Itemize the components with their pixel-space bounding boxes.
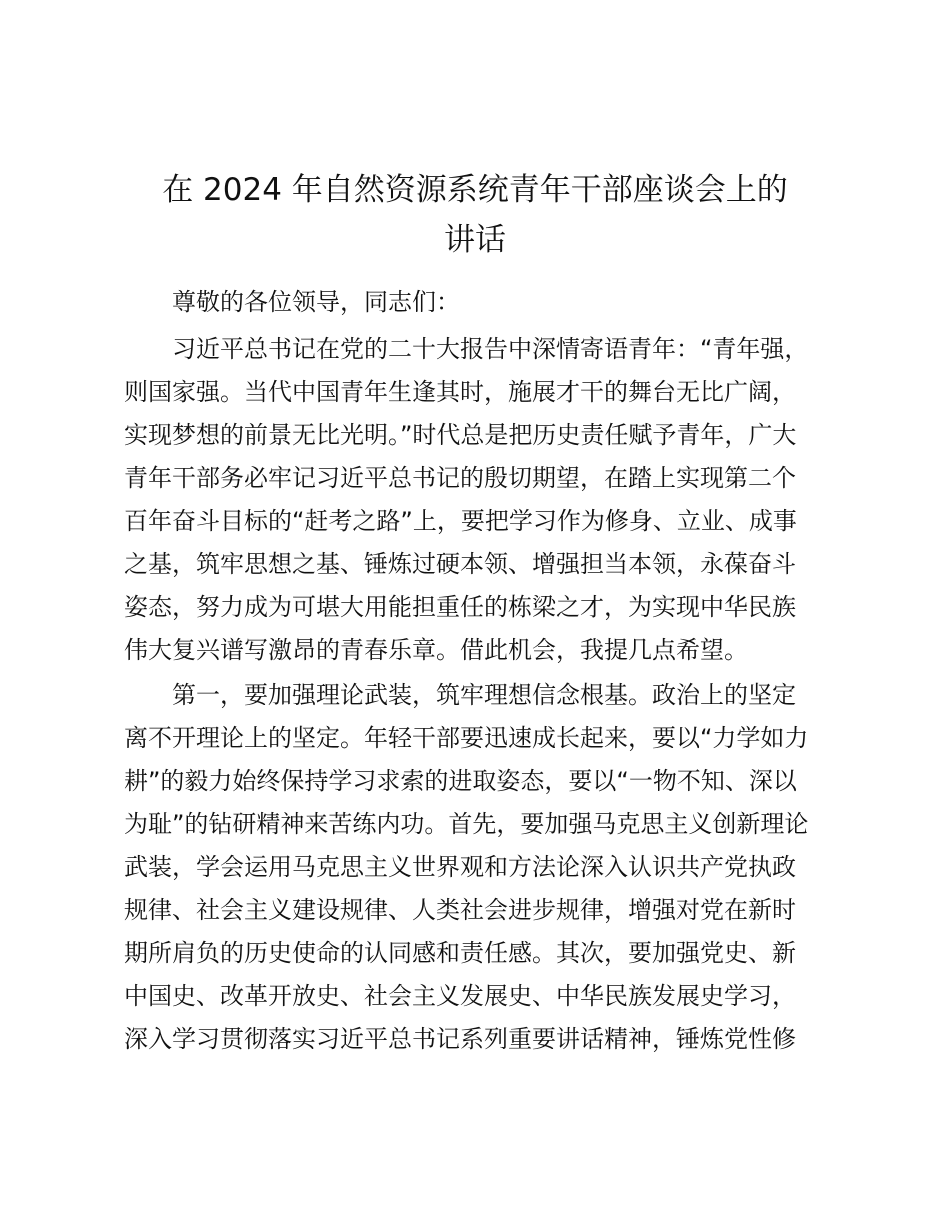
body-line: 武装，学会运用马克思主义世界观和方法论深入认识共产党执政 <box>124 853 796 881</box>
body-line: 深入学习贯彻落实习近平总书记系列重要讲话精神，锤炼党性修 <box>124 1025 796 1053</box>
body-line: 百年奋斗目标的“赶考之路”上，要把学习作为修身、立业、成事 <box>124 507 797 535</box>
body-line: 耕”的毅力始终保持学习求索的进取姿态，要以“一物不知、深以 <box>124 767 797 795</box>
body-line: 实现梦想的前景无比光明。”时代总是把历史责任赋予青年，广大 <box>124 421 797 449</box>
body-line: 规律、社会主义建设规律、人类社会进步规律，增强对党在新时 <box>124 896 796 924</box>
body-line: 之基，筑牢思想之基、锤炼过硬本领、增强担当本领，永葆奋斗 <box>124 550 796 578</box>
body-line: 伟大复兴谱写激昂的青春乐章。借此机会，我提几点希望。 <box>124 636 748 664</box>
body-line: 姿态，努力成为可堪大用能担重任的栋梁之才，为实现中华民族 <box>124 593 796 621</box>
body-line: 青年干部务必牢记习近平总书记的殷切期望，在踏上实现第二个 <box>124 464 796 492</box>
body-line: 中国史、改革开放史、社会主义发展史、中华民族发展史学习， <box>124 982 796 1010</box>
document-title-line-2: 讲话 <box>444 222 506 258</box>
body-line: 则国家强。当代中国青年生逢其时，施展才干的舞台无比广阔， <box>124 378 796 406</box>
body-line: 为耻”的钻研精神来苦练内功。首先，要加强马克思主义创新理论 <box>124 810 809 838</box>
body-line: 第一，要加强理论武装，筑牢理想信念根基。政治上的坚定 <box>172 681 796 709</box>
body-line: 习近平总书记在党的二十大报告中深情寄语青年：“青年强， <box>172 335 809 363</box>
body-line: 离不开理论上的坚定。年轻干部要迅速成长起来，要以“力学如力 <box>124 724 809 752</box>
body-line: 期所肩负的历史使命的认同感和责任感。其次，要加强党史、新 <box>124 939 796 967</box>
salutation: 尊敬的各位领导，同志们： <box>172 288 460 316</box>
document-title-line-1: 在 2024 年自然资源系统青年干部座谈会上的 <box>162 172 788 208</box>
